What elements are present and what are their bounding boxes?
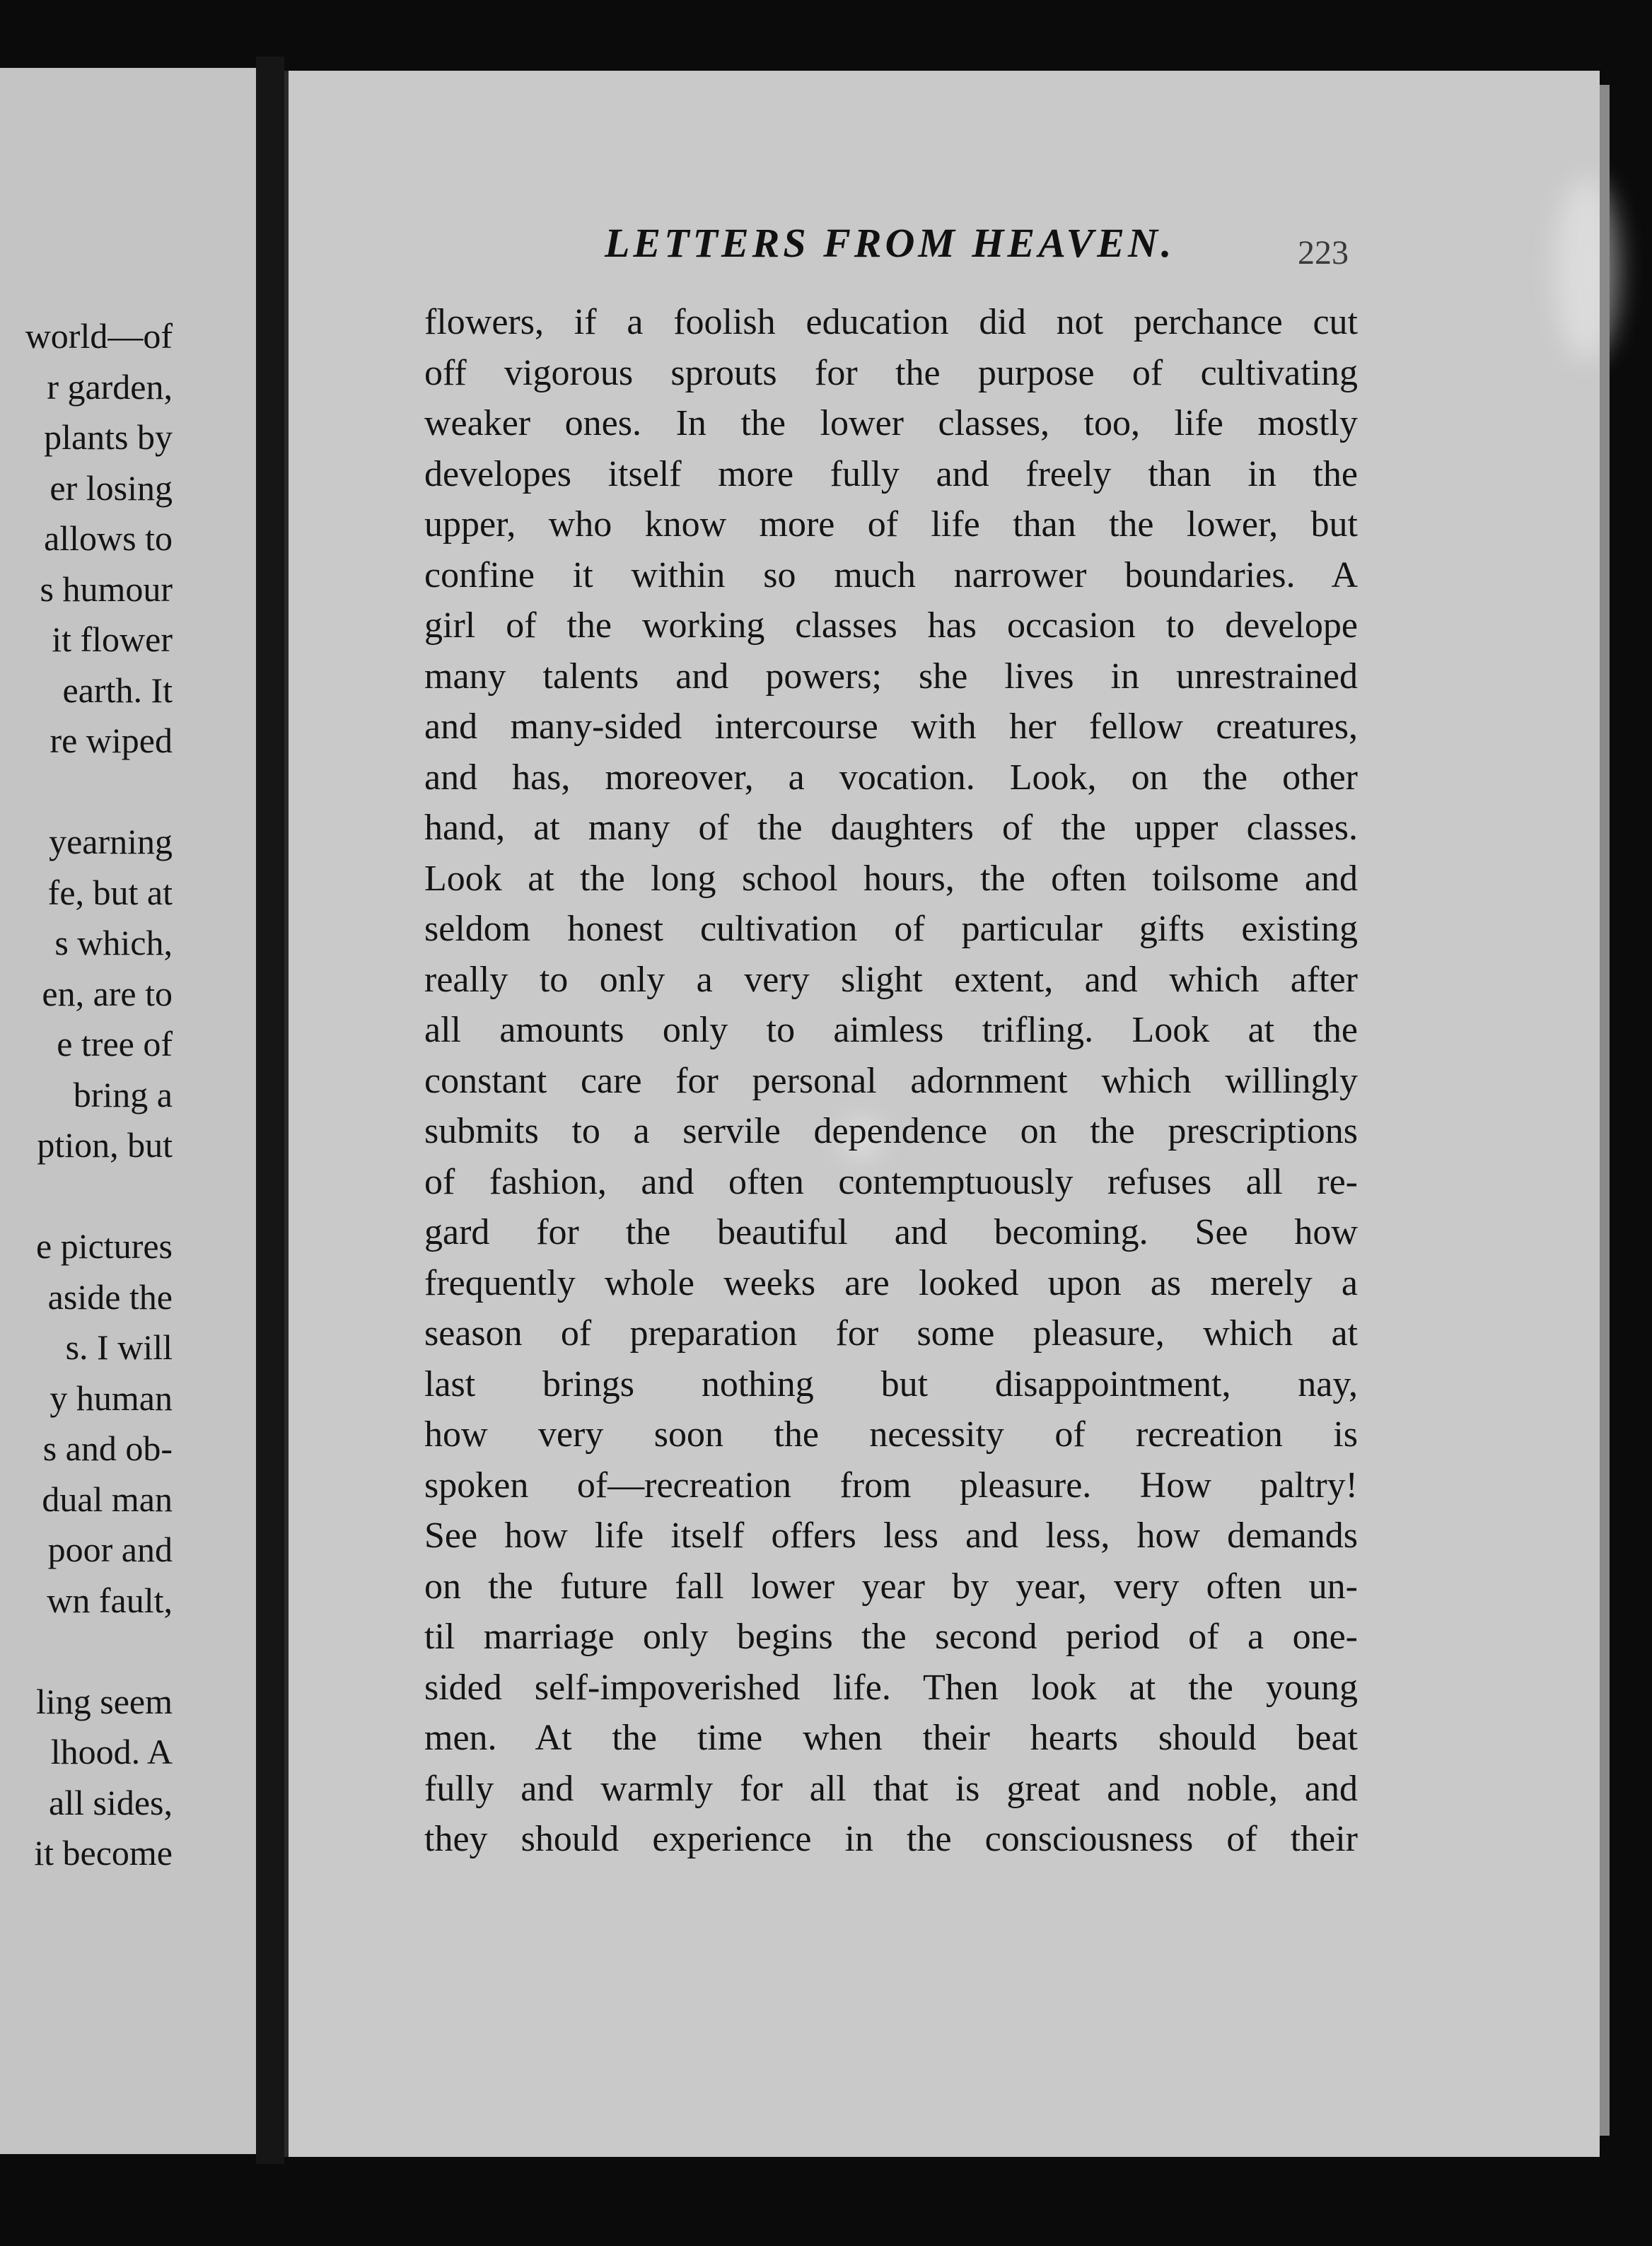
page-number: 223 bbox=[1298, 234, 1349, 272]
left-page-line: s which, bbox=[54, 923, 173, 962]
left-page-line: earth. It bbox=[62, 670, 173, 710]
body-line: last brings nothing but disappointment, nay, bbox=[424, 1363, 1358, 1404]
body-line: men. At the time when their hearts should beat bbox=[424, 1718, 1358, 1758]
left-page-line: dual man bbox=[42, 1479, 173, 1519]
body-line: constant care for personal adornment which willingly bbox=[424, 1060, 1358, 1101]
page-edge bbox=[1600, 85, 1610, 2136]
body-line: of fashion, and often contemptuously refuses all re- bbox=[424, 1161, 1358, 1202]
body-line: really to only a very slight extent, and which after bbox=[424, 959, 1358, 1000]
left-page-line: it flower bbox=[52, 619, 173, 659]
body-line: and has, moreover, a vocation. Look, on the other bbox=[424, 757, 1358, 798]
left-page-line: s. I will bbox=[65, 1327, 173, 1367]
left-page-line: wn fault, bbox=[47, 1580, 173, 1620]
left-page-line: aside the bbox=[47, 1276, 173, 1317]
body-line: many talents and powers; she lives in unrestrained bbox=[424, 656, 1358, 697]
body-line: Look at the long school hours, the often toilsome and bbox=[424, 858, 1358, 899]
left-page-line: yearning bbox=[49, 822, 173, 861]
body-line: seldom honest cultivation of particular gifts existing bbox=[424, 909, 1358, 949]
left-page-line: er losing bbox=[50, 467, 173, 508]
body-text bbox=[424, 297, 1358, 1865]
left-page-line: poor and bbox=[47, 1530, 173, 1569]
body-line: and many-sided intercourse with her fellow creatures, bbox=[424, 706, 1358, 747]
body-line: flowers, if a foolish education did not perchance cut bbox=[424, 302, 1358, 342]
body-line: See how life itself offers less and less, how demands bbox=[424, 1515, 1358, 1556]
body-line: hand, at many of the daughters of the upper classes. bbox=[424, 808, 1358, 848]
left-page-line: all sides, bbox=[49, 1782, 173, 1822]
left-page-line: e tree of bbox=[57, 1024, 173, 1064]
body-line: girl of the working classes has occasion to develope bbox=[424, 605, 1358, 646]
body-line: developes itself more fully and freely than in the bbox=[424, 453, 1358, 494]
body-line: til marriage only begins the second period of a one- bbox=[424, 1617, 1358, 1657]
left-page-line: it become bbox=[34, 1833, 173, 1873]
body-line: season of preparation for some pleasure, which at bbox=[424, 1313, 1358, 1354]
left-page-line: world—of bbox=[25, 316, 173, 356]
left-page-line: lhood. A bbox=[50, 1732, 173, 1771]
left-page bbox=[0, 68, 256, 2154]
body-line: confine it within so much narrower boundaries. A bbox=[424, 554, 1358, 595]
body-line: on the future fall lower year by year, very often un- bbox=[424, 1566, 1358, 1607]
body-line: they should experience in the consciousness of their bbox=[424, 1819, 1358, 1859]
page-gutter bbox=[256, 57, 284, 2164]
body-line: fully and warmly for all that is great and noble, and bbox=[424, 1768, 1358, 1809]
body-line: spoken of—recreation from pleasure. How paltry! bbox=[424, 1465, 1358, 1506]
left-page-line: e pictures bbox=[36, 1226, 173, 1266]
left-page-line: s and ob- bbox=[42, 1429, 173, 1468]
left-page-line: allows to bbox=[44, 518, 173, 558]
left-page-line: r garden, bbox=[47, 366, 173, 407]
left-page-line: plants by bbox=[44, 417, 173, 457]
left-page-line: ling seem bbox=[35, 1681, 173, 1721]
body-line: how very soon the necessity of recreation is bbox=[424, 1414, 1358, 1455]
left-page-line: en, are to bbox=[42, 973, 173, 1013]
running-head: LETTERS FROM HEAVEN. bbox=[605, 220, 1175, 266]
left-page-line: fe, but at bbox=[47, 872, 173, 912]
left-page-line: bring a bbox=[73, 1074, 173, 1115]
body-line: gard for the beautiful and becoming. See how bbox=[424, 1212, 1358, 1252]
body-line: frequently whole weeks are looked upon as merely a bbox=[424, 1262, 1358, 1303]
body-line: all amounts only to aimless trifling. Look at the bbox=[424, 1010, 1358, 1050]
body-line: sided self-impoverished life. Then look at the young bbox=[424, 1667, 1358, 1708]
left-page-line: s humour bbox=[40, 569, 173, 609]
left-page-line: ption, but bbox=[37, 1125, 173, 1165]
body-line: submits to a servile dependence on the prescriptions bbox=[424, 1111, 1358, 1151]
body-line: weaker ones. In the lower classes, too, life mostly bbox=[424, 403, 1358, 443]
left-page-line: re wiped bbox=[50, 721, 173, 760]
body-line: upper, who know more of life than the lower, but bbox=[424, 504, 1358, 545]
left-page-line: y human bbox=[50, 1378, 173, 1418]
body-line: off vigorous sprouts for the purpose of cultivating bbox=[424, 352, 1358, 393]
